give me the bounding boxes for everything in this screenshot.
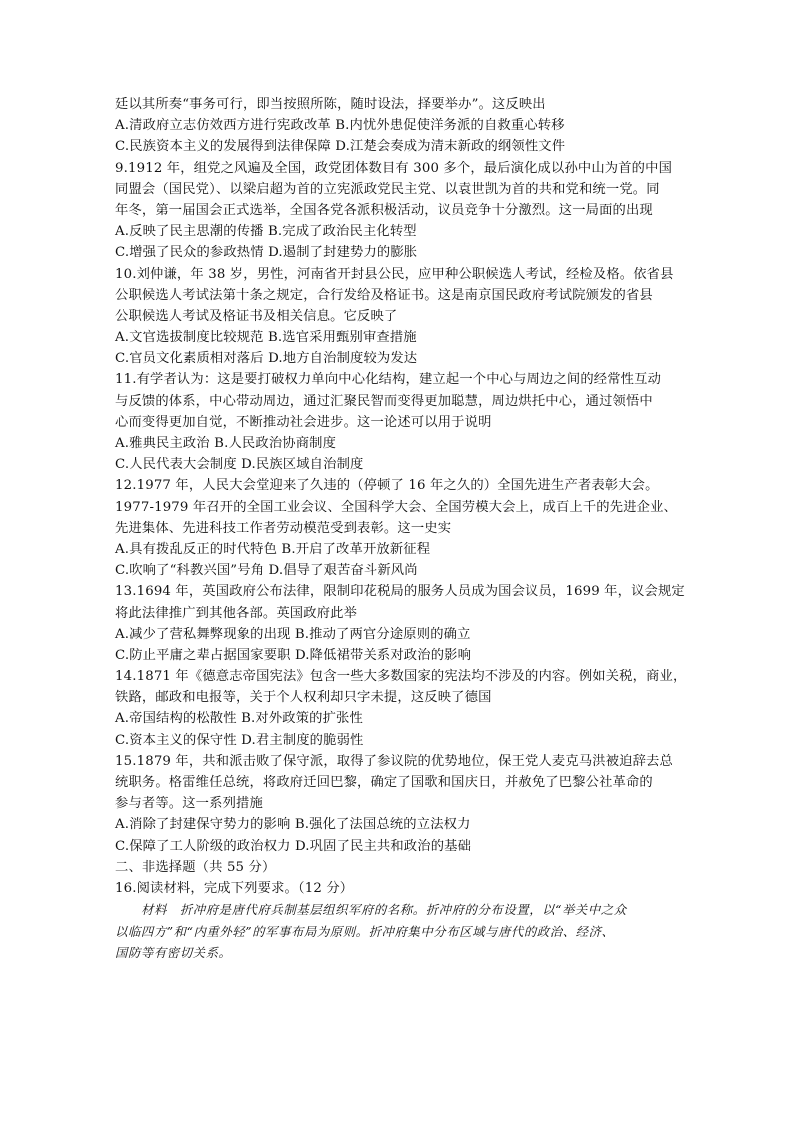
option-line: A.减少了营私舞弊现象的出现 B.推动了两官分途原则的确立 [115,626,471,642]
text-line: 同盟会（国民党）、以梁启超为首的立宪派政党民主党、以袁世凯为首的共和党和统一党。同 [115,181,660,197]
text-line: 铁路，邮政和电报等，关于个人权利却只字未提，这反映了德国 [115,690,492,706]
text-line: 1977-1979 年召开的全国工业会议、全国科学大会、全国劳模大会上，成百上千的先进企业、 [115,499,677,515]
text-line: 与反馈的体系，中心带动周边，通过汇聚民智而变得更加聪慧，周边烘托中心，通过领悟中 [115,393,653,409]
question-10-line: 10.刘仲谦，年 38 岁，男性，河南省开封县公民，应甲种公职候选人考试，经检及格。依省县 [115,266,674,282]
option-line: C.人民代表大会制度 D.民族区域自治制度 [115,457,364,473]
option-line: A.帝国结构的松散性 B.对外政策的扩张性 [115,711,363,727]
material-text-line: 材料 折冲府是唐代府兵制基层组织军府的名称。折冲府的分布设置，以“举关中之众 [141,902,627,918]
option-line: A.消除了封建保守势力的影响 B.强化了法国总统的立法权力 [115,817,471,833]
question-13-line: 13.1694 年，英国政府公布法律，限制印花税局的服务人员成为国会议员，1699 年，议会规定 [115,584,685,600]
question-16-line: 16.阅读材料，完成下列要求。（12 分） [115,880,354,896]
text-line: 廷以其所奏“事务可行，即当按照所陈，随时设法，择要举办”。这反映出 [115,97,546,112]
option-line: A.文官选拔制度比较规范 B.选官采用甄别审查措施 [115,330,417,346]
question-14-line: 14.1871 年《德意志帝国宪法》包含一些大多数国家的宪法均不涉及的内容。例如关税，商业， [115,669,687,685]
text-line: 心而变得更加自觉，不断推动社会进步。这一论述可以用于说明 [115,414,492,430]
material-text-line: 以临四方”和“内重外轻”的军事布局为原则。折冲府集中分布区域与唐代的政治、经济、 [115,923,615,939]
option-line: A.具有拨乱反正的时代特色 B.开启了改革开放新征程 [115,541,431,557]
option-line: C.防止平庸之辈占据国家要职 D.降低裙带关系对政治的影响 [115,647,472,663]
question-11-line: 11.有学者认为：这是要打破权力单向中心化结构，建立起一个中心与周边之间的经常性互动 [115,372,662,388]
option-line: C.增强了民众的参政热情 D.遏制了封建势力的膨胀 [115,245,418,261]
question-9-line: 9.1912 年，组党之风遍及全国，政党团体数目有 300 多个，最后演化成以孙中山为首的中国 [115,160,673,176]
text-line: 公职候选人考试法第十条之规定，合行发给及格证书。这是南京国民政府考试院颁发的省县 [115,287,653,303]
text-line: 参与者等。这一系列措施 [115,796,263,812]
section-heading: 二、非选择题（共 55 分） [115,859,276,875]
text-line: 年冬，第一届国会正式选举，全国各党各派积极活动，议员竞争十分激烈。这一局面的出现 [115,202,653,218]
option-line: C.民族资本主义的发展得到法律保障 D.江楚会奏成为清末新政的纲领性文件 [115,139,566,155]
option-line: C.资本主义的保守性 D.君主制度的脆弱性 [115,732,364,748]
question-12-line: 12.1977 年，人民大会堂迎来了久违的（停顿了 16 年之久的）全国先进生产者表彰大会。 [115,478,659,494]
option-line: A.反映了民主思潮的传播 B.完成了政治民主化转型 [115,224,417,240]
text-line: 统职务。格雷维任总统，将政府迁回巴黎，确定了国歌和国庆日，并赦免了巴黎公社革命的 [115,775,653,790]
option-line: C.吹响了“科教兴国”号角 D.倡导了艰苦奋斗新风尚 [115,563,418,579]
text-line: 先进集体、先进科技工作者劳动模范受到表彰。这一史实 [115,520,452,536]
option-line: A.雅典民主政治 B.人民政治协商制度 [115,436,337,451]
text-line: 公职候选人考试及格证书及相关信息。它反映了 [115,308,398,324]
option-line: C.官员文化素质相对落后 D.地方自治制度较为发达 [115,351,418,367]
option-line: A.清政府立志仿效西方进行宪政改革 B.内忧外患促使洋务派的自救重心转移 [115,118,565,134]
document-body [115,94,685,964]
question-15-line: 15.1879 年，共和派击败了保守派，取得了参议院的优势地位，保王党人麦克马洪被迫辞去总 [115,753,673,769]
material-text-line: 国防等有密切关系。 [115,945,232,961]
text-line: 将此法律推广到其他各部。英国政府此举 [115,605,358,621]
option-line: C.保障了工人阶级的政治权力 D.巩固了民主共和政治的基础 [115,838,472,854]
